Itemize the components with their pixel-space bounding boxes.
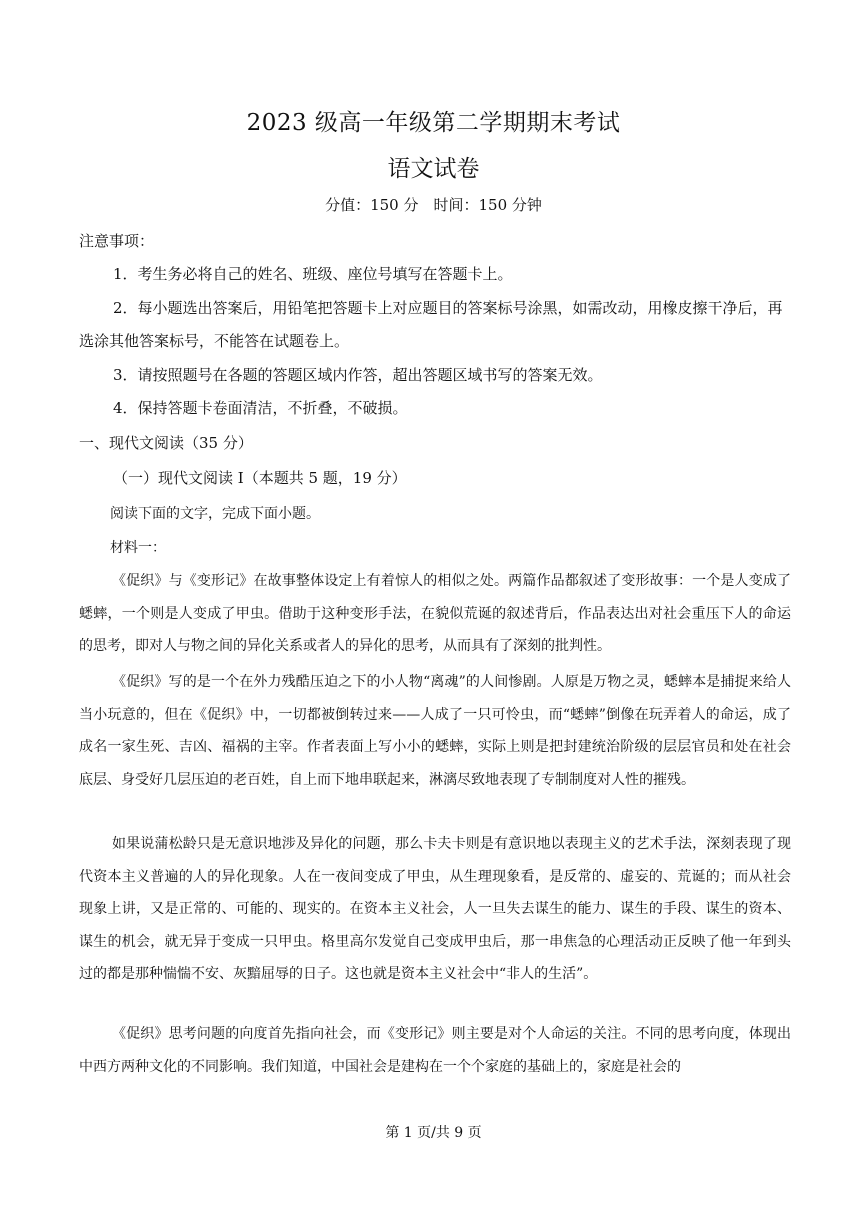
- paragraph-3: 如果说蒲松龄只是无意识地涉及异化的问题，那么卡夫卡则是有意识地以表现主义的艺术手法，深刻表现了现代资本主义普遍的人的异化现象。人在一夜间变成了甲虫，从生理现象看，是反常的、虚妄的、荒诞的；而从社会现象上讲，又是正常的、可能的、现实的。在资本主义社会，人一旦失去谋生的能力、谋生的手段、谋生的资本、谋生的机会，就无异于变成一只甲虫。格里高尔发觉自己变成甲虫后，那一串焦急的心理活动正反映了他一年到头过的都是那种惴惴不安、灰黯屈辱的日子。这也就是资本主义社会中“非人的生活”。: [79, 836, 791, 982]
- page-number: 第 1 页/共 9 页: [385, 1125, 482, 1141]
- notice-item-2: [79, 292, 791, 358]
- notice-item-4-text: 4．保持答题卡卷面清洁，不折叠，不破损。: [113, 399, 408, 417]
- paragraph-4: 《促织》思考问题的向度首先指向社会，而《变形记》则主要是对个人命运的关注。不同的思考向度，体现出中西方两种文化的不同影响。我们知道，中国社会是建构在一个个家庭的基础上的，家庭是社会的: [79, 1026, 791, 1075]
- subsection-heading: （一）现代文阅读 I（本题共 5 题，19 分）: [113, 469, 407, 487]
- notice-item-3: [79, 359, 791, 392]
- notice-item-3-text: 3．请按照题号在各题的答题区域内作答，超出答题区域书写的答案无效。: [113, 366, 603, 384]
- notice-item-1-text: 1．考生务必将自己的姓名、班级、座位号填写在答题卡上。: [113, 265, 513, 283]
- notice-item-2-text: 2．每小题选出答案后，用铅笔把答题卡上对应题目的答案标号涂黑，如需改动，用橡皮擦干净后，再选涂其他答案标号，不能答在试题卷上。: [79, 299, 783, 350]
- notice-item-4: [79, 392, 791, 425]
- exam-meta: 分值：150 分 时间：150 分钟: [325, 196, 542, 214]
- reading-instruction: 阅读下面的文字，完成下面小题。: [110, 506, 320, 522]
- notice-item-1: [79, 258, 791, 291]
- exam-title: 2023 级高一年级第二学期期末考试: [246, 110, 621, 136]
- paragraph-1: 《促织》与《变形记》在故事整体设定上有着惊人的相似之处。两篇作品都叙述了变形故事：一个是人变成了蟋蟀，一个则是人变成了甲虫。借助于这种变形手法，在貌似荒诞的叙述背后，作品表达出对社会重压下人的命运的思考，即对人与物之间的异化关系或者人的异化的思考，从而具有了深刻的批判性。: [79, 573, 791, 654]
- notice-heading: 注意事项：: [79, 232, 155, 250]
- exam-subtitle: 语文试卷: [387, 156, 480, 182]
- paragraph-2: 《促织》写的是一个在外力残酷压迫之下的小人物“离魂”的人间惨剧。人原是万物之灵，蟋蟀本是捕捉来给人当小玩意的，但在《促织》中，一切都被倒转过来——人成了一只可怜虫，而“蟋蟀”倒像在玩弄着人的命运，成了成名一家生死、吉凶、福祸的主宰。作者表面上写小小的蟋蟀，实际上则是把封建统治阶级的层层官员和处在社会底层、身受好几层压迫的老百姓，自上而下地串联起来，淋漓尽致地表现了专制制度对人性的摧残。: [79, 674, 791, 788]
- section-heading: 一、现代文阅读（35 分）: [79, 434, 253, 452]
- material-label: 材料一：: [110, 540, 166, 556]
